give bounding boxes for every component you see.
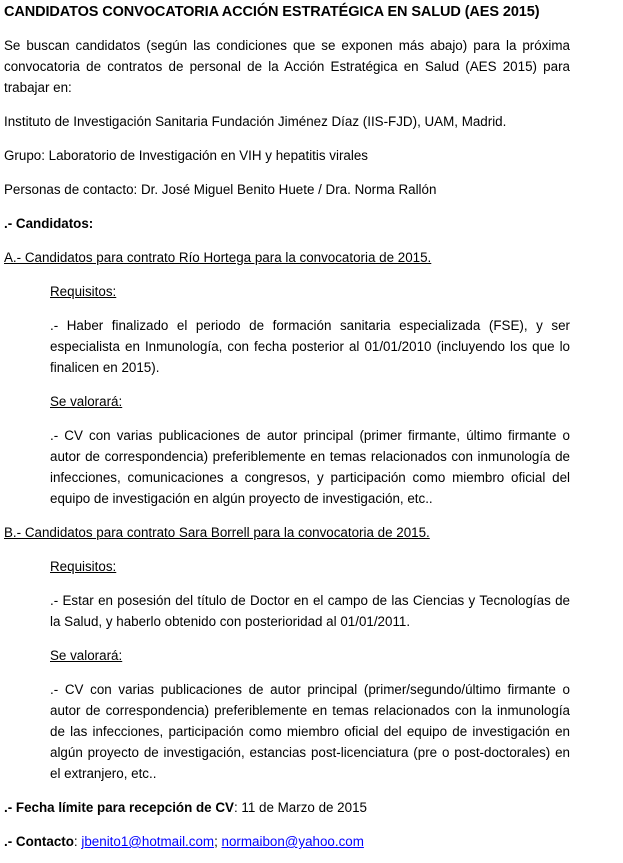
- section-a-valued-label: Se valorará:: [50, 394, 123, 409]
- section-b-valued-label: Se valorará:: [50, 648, 123, 663]
- contact-separator: :: [73, 834, 82, 849]
- contact-between: ;: [214, 834, 222, 849]
- contact-line: [4, 831, 623, 852]
- candidates-heading: .- Candidatos:: [4, 216, 94, 231]
- section-b-requirements-text: .- Estar en posesión del título de Doctor en el campo de las Ciencias y Tecnologías de la Salud, y haberlo obtenido con posterioridad al 01/01/2011.: [50, 593, 570, 629]
- intro-paragraph: Se buscan candidatos (según las condiciones que se exponen más abajo) para la próxima convocatoria de contratos de personal de la Acción Estratégica en Salud (AES 2015) para trabajar en:: [4, 38, 570, 95]
- deadline-line: [4, 797, 623, 818]
- document-title: CANDIDATOS CONVOCATORIA ACCIÓN ESTRATÉGICA EN SALUD (AES 2015): [4, 4, 540, 20]
- section-a-requirements-text: .- Haber finalizado el periodo de formación sanitaria especializada (FSE), y ser especialista en Inmunología, con fecha posterior al 01/01/2010 (incluyendo los que lo finalicen en 2015).: [50, 318, 570, 375]
- email-link-normaibon[interactable]: normaibon@yahoo.com: [221, 834, 364, 849]
- contact-label: .- Contacto: [4, 834, 74, 849]
- institution-line: Instituto de Investigación Sanitaria Fundación Jiménez Díaz (IIS-FJD), UAM, Madrid.: [4, 114, 507, 129]
- deadline-label: .- Fecha límite para recepción de CV: [4, 800, 234, 815]
- deadline-value: 11 de Marzo de 2015: [237, 800, 367, 815]
- group-line: Grupo: Laboratorio de Investigación en VIH y hepatitis virales: [4, 148, 368, 163]
- section-b-valued-text: .- CV con varias publicaciones de autor principal (primer/segundo/último firmante o autor de correspondencia) preferiblemente en temas relacionados con la inmunología de las infecciones, participación como miembro oficial del equipo de investigación en algún proyecto de investigación, estancias post-licenciatura (pre o post-doctorales) en el extranjero, etc..: [50, 682, 570, 781]
- section-a-valued-text: .- CV con varias publicaciones de autor principal (primer firmante, último firmante o autor de correspondencia) preferiblemente en temas relacionados con inmunología de infecciones, comunicaciones a congresos, y participación como miembro oficial del equipo de investigación en algún proyecto de investigación, etc..: [50, 428, 570, 506]
- deadline-separator: :: [233, 800, 238, 815]
- section-a-requirements-label: Requisitos:: [50, 284, 117, 299]
- contact-persons-line: Personas de contacto: Dr. José Miguel Benito Huete / Dra. Norma Rallón: [4, 182, 437, 197]
- section-b-heading: B.- Candidatos para contrato Sara Borrell para la convocatoria de 2015.: [4, 525, 430, 540]
- section-a-heading: A.- Candidatos para contrato Río Hortega para la convocatoria de 2015.: [4, 250, 432, 265]
- email-link-jbenito[interactable]: jbenito1@hotmail.com: [81, 834, 215, 849]
- section-b-requirements-label: Requisitos:: [50, 559, 117, 574]
